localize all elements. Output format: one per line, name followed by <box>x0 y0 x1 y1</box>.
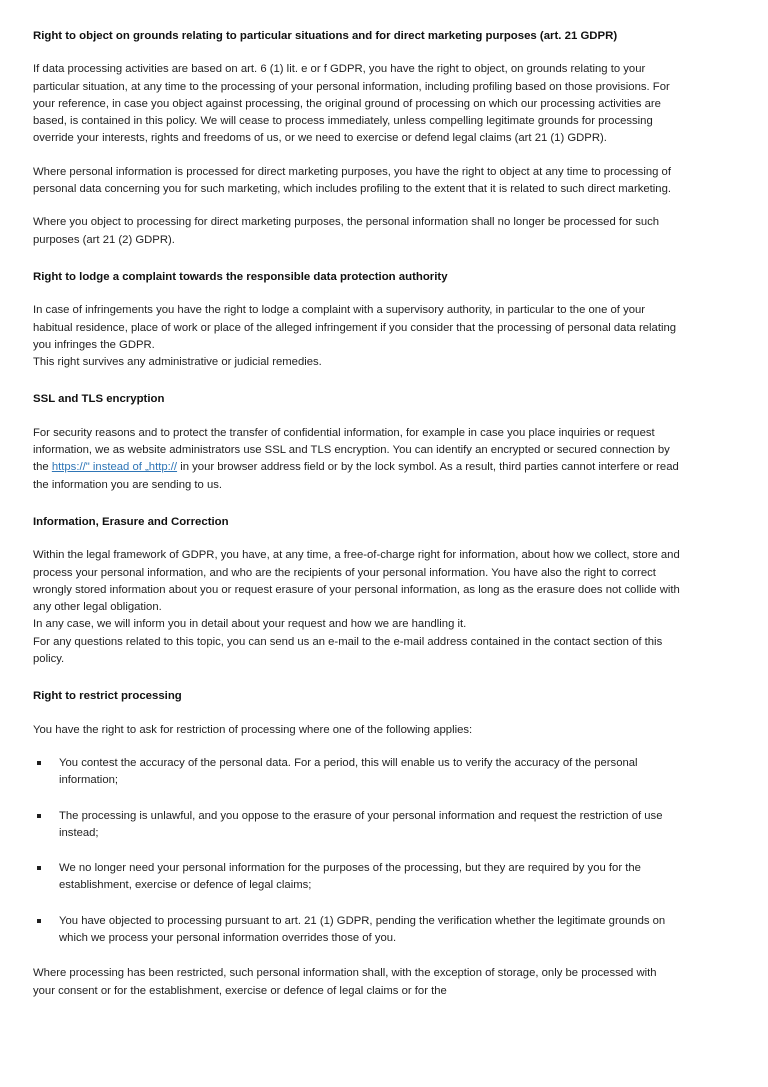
list-item-text: You contest the accuracy of the personal data. For a period, this will enable us to verify the accuracy of the personal information; <box>59 756 638 787</box>
list-item <box>37 755 681 790</box>
paragraph-ssl <box>33 425 681 494</box>
heading-right-to-object: Right to object on grounds relating to particular situations and for direct marketing purposes (art. 21 GDPR) <box>33 30 618 42</box>
paragraph-information-line: Within the legal framework of GDPR, you have, at any time, a free-of-charge right for information, about how we collect, store and process your personal information, and who are the recipients of your personal information. You have also the right to correct wrongly stored information about you or request erasure of your personal information, as long as the erasure does not collide with any other legal obligation. <box>33 549 680 614</box>
paragraph-information-line: In any case, we will inform you in detail about your request and how we are handling it. <box>33 618 467 631</box>
restriction-conditions-list <box>33 755 681 947</box>
paragraph-ssl-text-before: For security reasons and to protect the transfer of confidential information, for example in case you place inquiries or request information, we as website administrators use SSL and TLS encryption. You can identify an encrypted or secured connection by the <box>33 426 670 474</box>
paragraph-complaint-line: This right survives any administrative or judicial remedies. <box>33 356 322 369</box>
square-bullet-icon <box>37 866 41 870</box>
list-item-text: The processing is unlawful, and you oppose to the erasure of your personal information and request the restriction of use instead; <box>59 809 663 839</box>
list-item-text: We no longer need your personal information for the purposes of the processing, but they are required by you for the establishment, exercise or defence of legal claims; <box>59 862 641 892</box>
square-bullet-icon <box>37 761 41 765</box>
paragraph-restrict-closing: Where processing has been restricted, such personal information shall, with the exception of storage, only be processed with your consent or for the establishment, exercise or defence of legal claims or for the <box>33 967 657 997</box>
heading-restrict-processing: Right to restrict processing <box>33 690 182 703</box>
paragraph-complaint <box>33 302 681 371</box>
square-bullet-icon <box>37 919 41 923</box>
list-item <box>37 913 681 948</box>
paragraph-object-1: If data processing activities are based on art. 6 (1) lit. e or f GDPR, you have the right to object, on grounds relating to your particular situation, at any time to the processing of your personal information, including profiling based on those provisions. For your reference, in case you object against processing, the original ground of processing on which our processing activities are based, is contained in this policy. We will cease to process immediately, unless compelling legitimate grounds for processing override your interests, rights and freedoms of us, or we need to exercise or defend legal claims (art 21 (1) GDPR). <box>33 63 670 145</box>
paragraph-information <box>33 547 681 668</box>
square-bullet-icon <box>37 814 41 818</box>
paragraph-object-2: Where personal information is processed for direct marketing purposes, you have the right to object at any time to processing of personal data concerning you for such marketing, which includes profiling to the extent that it is related to such direct marketing. <box>33 165 671 196</box>
paragraph-information-line: For any questions related to this topic, you can send us an e-mail to the e-mail address contained in the contact section of this policy. <box>33 635 663 666</box>
list-item <box>37 860 681 895</box>
paragraph-object-3: Where you object to processing for direct marketing purposes, the personal information shall no longer be processed for such purposes (art 21 (2) GDPR). <box>33 216 660 246</box>
heading-ssl-tls: SSL and TLS encryption <box>33 393 165 406</box>
heading-information-erasure-correction: Information, Erasure and Correction <box>33 515 229 528</box>
paragraph-restrict-intro: You have the right to ask for restriction of processing where one of the following applies: <box>33 723 473 736</box>
list-item-text: You have objected to processing pursuant to art. 21 (1) GDPR, pending the verification whether the legitimate grounds on which we process your personal information overrides those of you. <box>59 914 666 944</box>
https-protocol-link[interactable]: https://" instead of „http:// <box>51 461 178 474</box>
paragraph-complaint-line: In case of infringements you have the right to lodge a complaint with a supervisory authority, in particular to the one of your habitual residence, place of work or place of the alleged infringement if you consider that the processing of personal data relating you infringes the GDPR. <box>33 304 677 351</box>
paragraph-ssl-text-after: in your browser address field or by the lock symbol. As a result, third parties cannot interfere or read the information you are sending to us. <box>33 461 679 491</box>
heading-lodge-complaint: Right to lodge a complaint towards the responsible data protection authority <box>33 270 448 283</box>
list-item <box>37 808 681 843</box>
